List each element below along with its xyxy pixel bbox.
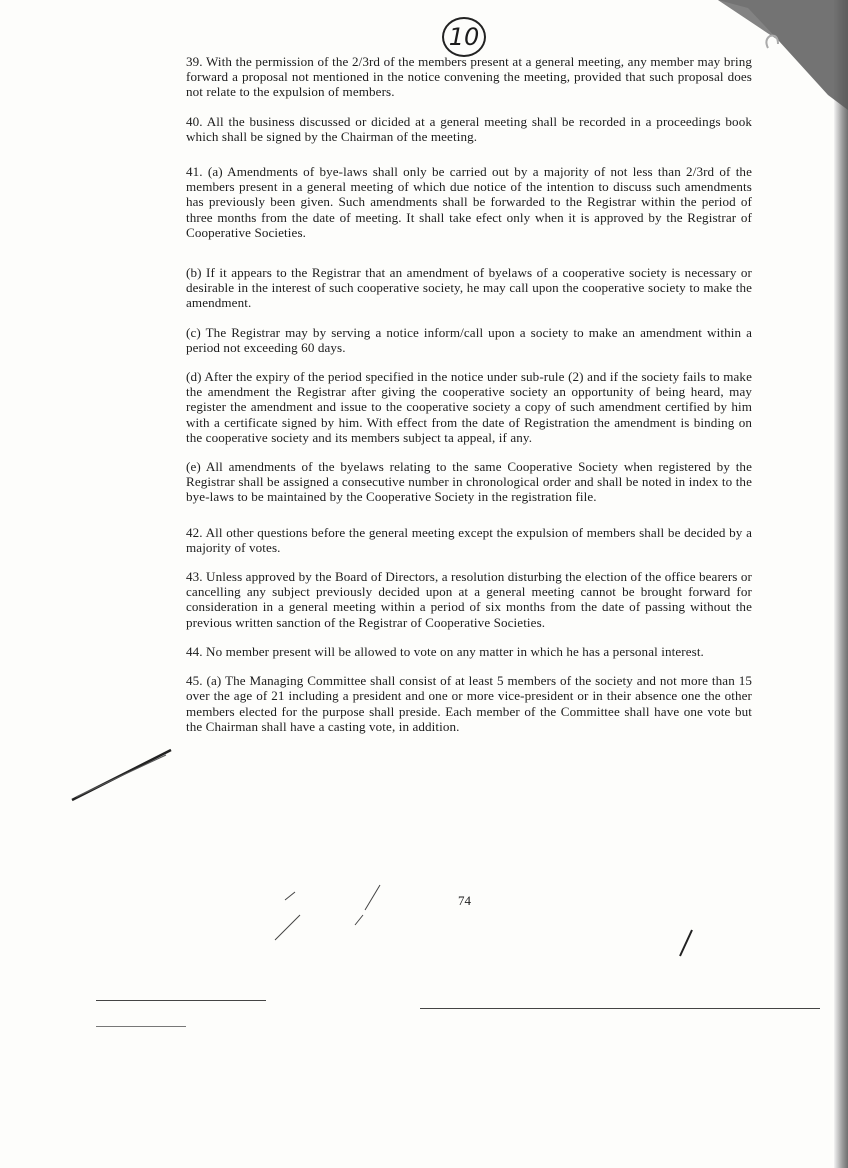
clause-39: 39. With the permission of the 2/3rd of the members present at a general meeting, any member may bring forward a proposal not mentioned in the notice convening the meeting, provided that such proposal does not relate to the expulsion of members. [186,54,752,100]
faint-scribble [255,880,395,950]
bottom-rule-left [96,1000,266,1001]
clause-41d: (d) After the expiry of the period specified in the notice under sub-rule (2) and if the society fails to make the amendment the Registrar after giving the cooperative society an opportunity of being heard, may register the amendment and issue to the cooperative society a copy of such amendment certified by him with a certificate signed by him. With effect from the date of Registration the amendment is binding on the cooperative society and its members subject ta appeal, if any. [186,369,752,445]
page-footer-number: 74 [458,893,471,908]
clause-41c: (c) The Registrar may by serving a notice inform/call upon a society to make an amendment within a period not exceeding 60 days. [186,324,752,355]
clause-41b: (b) If it appears to the Registrar that an amendment of byelaws of a cooperative society is necessary or desirable in the interest of such cooperative society, he may call upon the cooperative society to make the amendment. [186,265,752,311]
clause-41a: 41. (a) Amendments of bye-laws shall only be carried out by a majority of not less than 2/3rd of the members present in a general meeting of which due notice of the intention to discuss such amendments has previously been given. Such amendments shall be forwarded to the Registrar within the period of three months from the date of meeting. It shall take efect only when it is approved by the Registrar of Cooperative Societies. [186,164,752,240]
bottom-rule-right [420,1008,820,1009]
pen-stroke-mark [66,745,176,805]
scan-edge-shadow [834,0,848,1168]
circled-page-number: 10 [442,17,486,57]
clause-41e: (e) All amendments of the byelaws relating to the same Cooperative Society when registered by the Registrar shall be assigned a consecutive number in chronological order and shall be noted in index to the bye-laws to be maintained by the Cooperative Society in the registration file. [186,459,752,505]
clause-42: 42. All other questions before the general meeting except the expulsion of members shall be decided by a majority of votes. [186,524,752,555]
clause-45a: 45. (a) The Managing Committee shall consist of at least 5 members of the society and not more than 15 over the age of 21 including a president and one or more vice-president or in their absence one the other members elected for the purpose shall preside. Each member of the Committee shall have one vote but the Chairman shall have a casting vote, in addition. [186,673,752,734]
clause-40: 40. All the business discussed or dicided at a general meeting shall be recorded in a proceedings book which shall be signed by the Chairman of the meeting. [186,113,752,144]
clause-44: 44. No member present will be allowed to vote on any matter in which he has a personal interest. [186,643,704,659]
document-body [186,54,752,748]
clause-43: 43. Unless approved by the Board of Directors, a resolution disturbing the election of the office bearers or cancelling any subject previously decided upon at a general meeting cannot be brought forward for consideration in a general meeting within a period of six months from the date of passing without the previous written sanction of the Registrar of Cooperative Societies. [186,569,752,630]
bottom-rule-faint [96,1026,186,1027]
pen-tick-mark [676,928,696,958]
